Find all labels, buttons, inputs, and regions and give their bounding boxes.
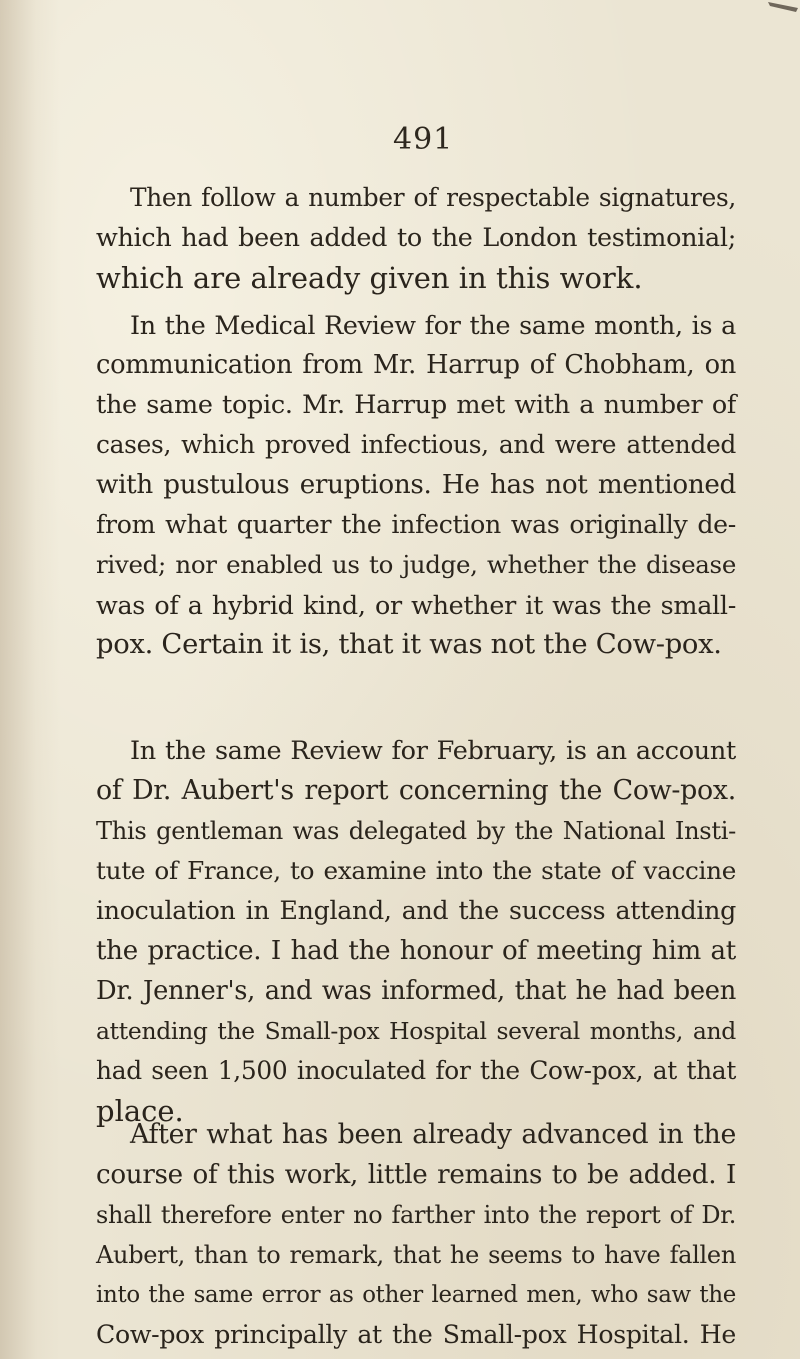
text-line: tute of France, to examine into the state of vaccine [96, 856, 736, 885]
ink-mark-icon [760, 0, 800, 30]
text-line: the same topic. Mr. Harrup met with a number of [96, 390, 736, 420]
text-line: inoculation in England, and the success attending [96, 896, 736, 925]
text-line: the practice. I had the honour of meeting him at [96, 936, 736, 966]
text-line: Cow-pox principally at the Small-pox Hospital. He [96, 1320, 736, 1349]
text-line: Aubert, than to remark, that he seems to have fallen [96, 1241, 736, 1269]
text-line: was of a hybrid kind, or whether it was the small- [96, 590, 736, 620]
text-line: which are already given in this work. [96, 261, 643, 295]
page-gutter-shadow [0, 0, 60, 1359]
text-line: In the Medical Review for the same month, is a [130, 310, 736, 340]
text-line: attending the Small-pox Hospital several months, and [96, 1017, 736, 1045]
text-line: course of this work, little remains to be added. I [96, 1160, 736, 1190]
page-number: 491 [393, 122, 454, 157]
text-line: into the same error as other learned men, who saw the [96, 1282, 736, 1308]
text-line: with pustulous eruptions. He has not mentioned [96, 470, 736, 500]
paragraph-3 [96, 731, 736, 1131]
text-line: from what quarter the infection was originally de- [96, 510, 736, 539]
text-line: cases, which proved infectious, and were attended [96, 430, 736, 459]
text-line: pox. Certain it is, that it was not the Cow-pox. [96, 629, 722, 660]
text-line: rived; nor enabled us to judge, whether the disease [96, 550, 736, 579]
paragraph-2 [96, 305, 736, 665]
text-line: In the same Review for February, is an account [130, 736, 736, 766]
paragraph-1 [96, 178, 736, 298]
text-line: place. [96, 1094, 184, 1128]
paragraph-4 [96, 1115, 736, 1355]
text-line: had seen 1,500 inoculated for the Cow-pox, at that [96, 1056, 736, 1085]
text-line: This gentleman was delegated by the National Insti- [96, 817, 736, 845]
text-line: of Dr. Aubert's report concerning the Cow-pox. [96, 775, 736, 806]
text-line: Dr. Jenner's, and was informed, that he had been [96, 976, 736, 1006]
text-line: shall therefore enter no farther into the report of Dr. [96, 1201, 736, 1229]
text-line: which had been added to the London testimonial; [96, 223, 736, 253]
text-line: Then follow a number of respectable signatures, [130, 183, 736, 212]
text-line: communication from Mr. Harrup of Chobham, on [96, 350, 736, 380]
text-line: After what has been already advanced in the [130, 1119, 736, 1150]
